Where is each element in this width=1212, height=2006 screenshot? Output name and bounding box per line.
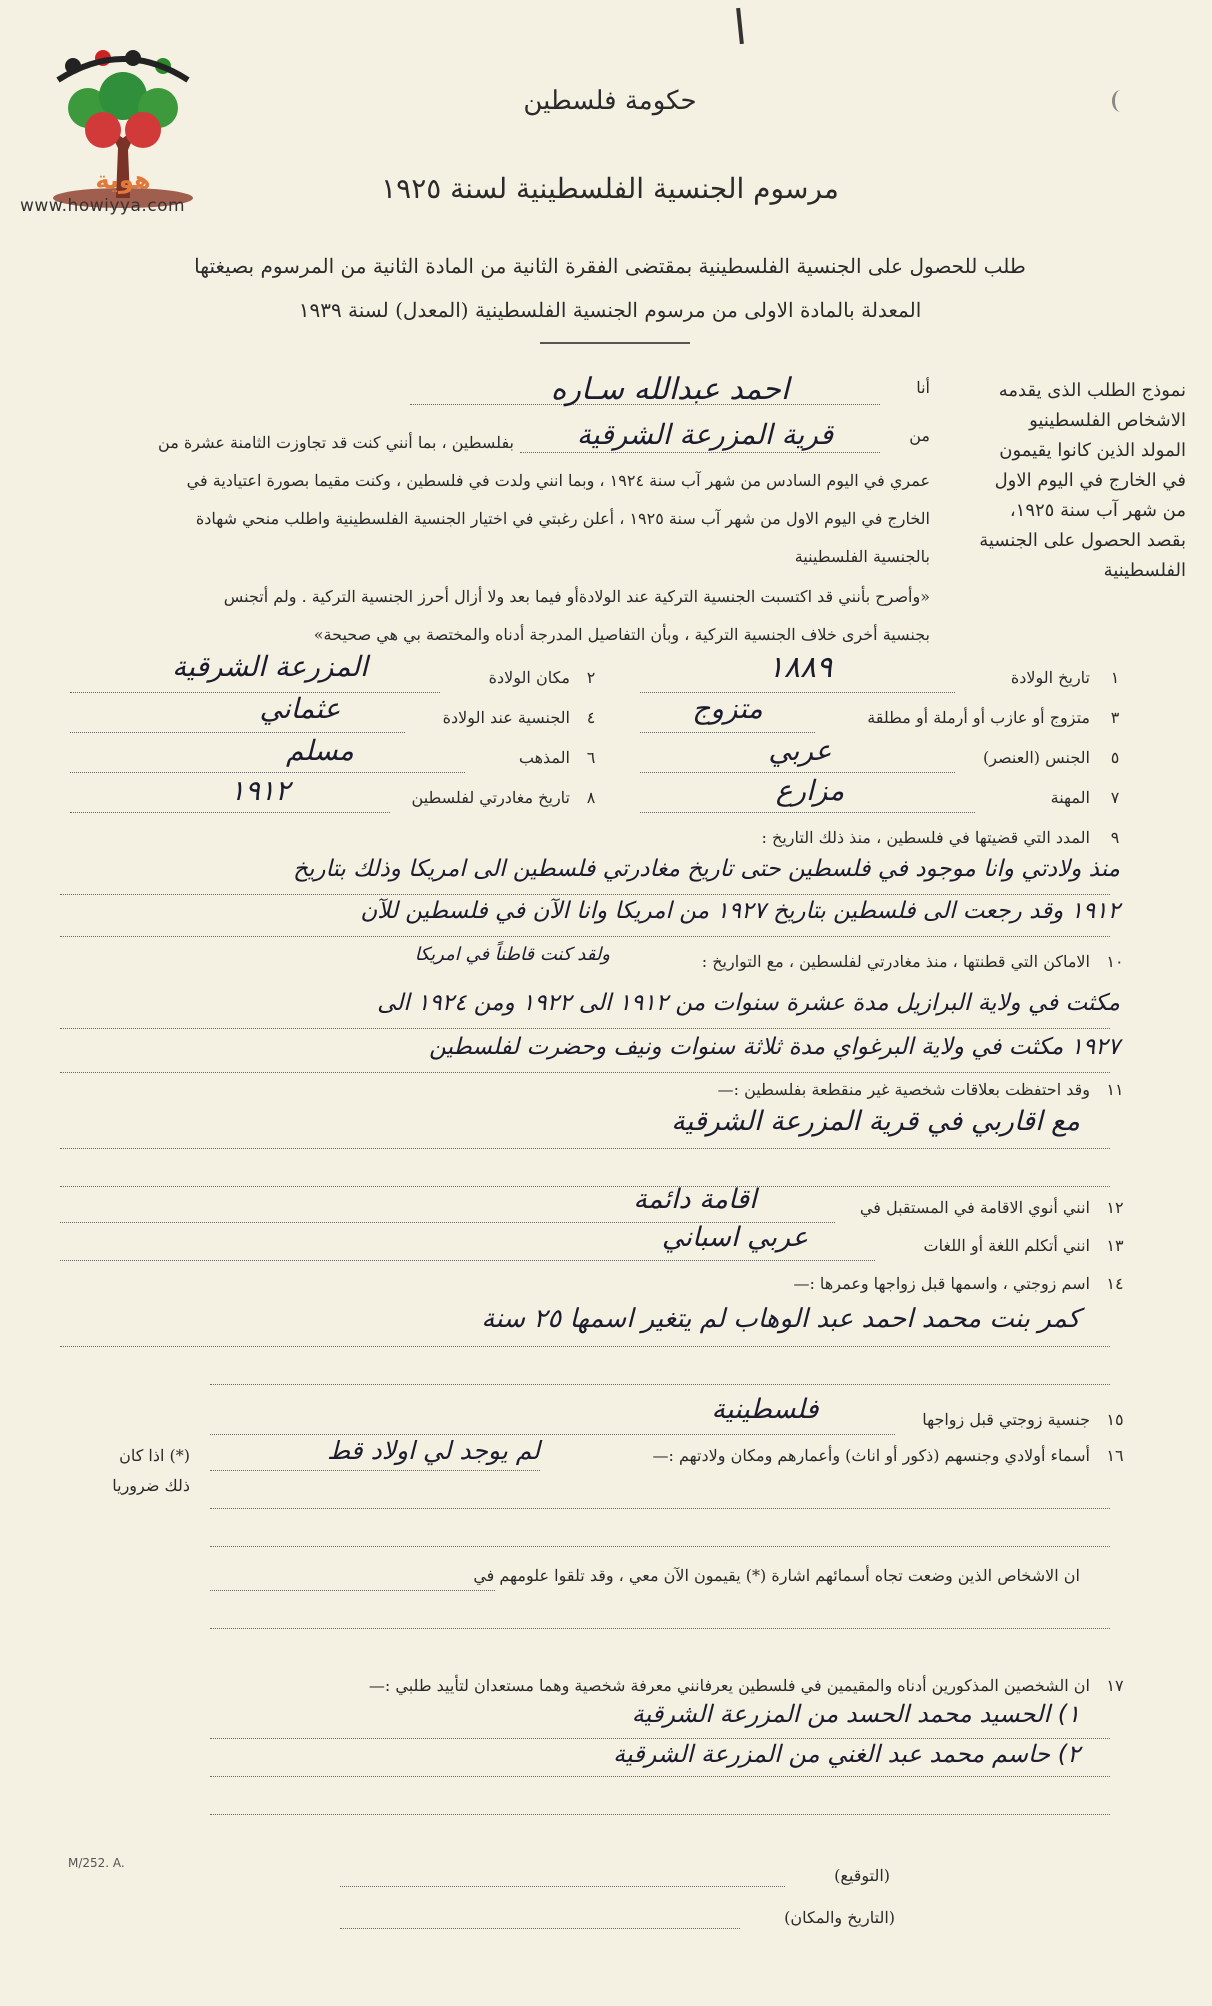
wife-nationality-value: فلسطينية — [711, 1394, 819, 1425]
residences-value-0: ولقد كنت قاطناً في امريكا — [414, 944, 610, 965]
field-number: ٦ — [586, 748, 596, 767]
languages-value: عربي اسباني — [661, 1222, 809, 1253]
relations-value: مع اقاربي في قرية المزرعة الشرقية — [671, 1106, 1080, 1137]
race-line — [640, 772, 955, 773]
oath-line-1: «وأصرح بأنني قد اكتسبت الجنسية التركية عند الولادةأو فيما بعد ولا أزال أحرز الجنسية التركية . ولم أتجنس — [223, 587, 930, 606]
intro-line-2: المعدلة بالمادة الاولى من مرسوم الجنسية الفلسطينية (المعدل) لسنة ١٩٣٩ — [298, 298, 922, 322]
residences-line — [60, 1028, 1110, 1029]
declaration-line-4: بالجنسية الفلسطينية — [794, 547, 930, 566]
side-note-line: نموذج الطلب الذى يقدمه — [998, 380, 1186, 401]
applicant-name: احمد عبدالله سـاره — [550, 372, 790, 407]
side-note-line: في الخارج في اليوم الاول — [994, 470, 1186, 491]
watermark-site: www.howiyya.com — [20, 196, 186, 216]
field-number: ١٥ — [1106, 1410, 1124, 1429]
reference-2: ٢) حاسم محمد عبد الغني من المزرعة الشرقية — [613, 1740, 1080, 1768]
religion-line — [70, 772, 465, 773]
field-number: ٨ — [586, 788, 596, 807]
oath-line-2: بجنسية أخرى خلاف الجنسية التركية ، وبأن التفاصيل المدرجة أدناه والمختصة بي هي صحيحة» — [313, 625, 930, 644]
birth-place-label: مكان الولادة — [488, 668, 570, 687]
departure-date-line — [70, 812, 390, 813]
periods-line — [60, 936, 1110, 937]
marital-status-line — [640, 732, 815, 733]
ana-label: أنا — [916, 378, 930, 397]
field-number: ٧ — [1110, 788, 1120, 807]
starred-line — [210, 1628, 1110, 1629]
applicant-village: قرية المزرعة الشرقية — [576, 418, 834, 451]
residences-label: الاماكن التي قطنتها ، منذ مغادرتي لفلسطين ، مع التواريخ : — [701, 952, 1090, 971]
side-note-line: بقصد الحصول على الجنسية — [979, 530, 1186, 551]
note-left-2: ذلك ضروريا — [112, 1476, 190, 1495]
starred-note: ان الاشخاص الذين وضعت تجاه أسمائهم اشارة (*) يقيمون الآن معي ، وقد تلقوا علومهم في — [473, 1566, 1080, 1585]
references-line — [210, 1814, 1110, 1815]
children-line — [210, 1546, 1110, 1547]
race-value: عربي — [768, 734, 832, 767]
field-number: ١٦ — [1106, 1446, 1124, 1465]
languages-label: انني أتكلم اللغة أو اللغات — [923, 1236, 1090, 1255]
departure-date-label: تاريخ مغادرتي لفلسطين — [411, 788, 570, 807]
residence-intent-value: اقامة دائمة — [633, 1184, 757, 1215]
field-number: ١٢ — [1106, 1198, 1124, 1217]
wife-label: اسم زوجتي ، واسمها قبل زواجها وعمرها :— — [793, 1274, 1090, 1293]
date-place-label: (التاريخ والمكان) — [784, 1908, 895, 1927]
field-number: ١٧ — [1106, 1676, 1124, 1695]
scan-mark — [736, 8, 744, 44]
occupation-line — [640, 812, 975, 813]
children-value: لم يوجد لي اولاد قط — [326, 1436, 540, 1465]
field-number: ١١ — [1106, 1080, 1124, 1099]
race-label: الجنس (العنصر) — [982, 748, 1090, 767]
field-number: ١ — [1110, 668, 1120, 687]
periods-value-1: منذ ولادتي وانا موجود في فلسطين حتى تاريخ مغادرتي فلسطين الى امريكا وذلك بتاريخ — [293, 856, 1120, 882]
children-label: أسماء أولادي وجنسهم (ذكور أو اناث) وأعمارهم ومكان ولادتهم :— — [652, 1446, 1090, 1465]
government-title: حكومة فلسطين — [523, 86, 697, 116]
references-label: ان الشخصين المذكورين أدناه والمقيمين في فلسطين يعرفانني معرفة شخصية وهما مستعدان لتأييد طلبي :— — [368, 1676, 1090, 1695]
logo-text: هوية — [95, 166, 151, 194]
wife-nationality-label: جنسية زوجتي قبل زواجها — [922, 1410, 1090, 1429]
periods-line — [60, 894, 1110, 895]
children-line — [210, 1508, 1110, 1509]
side-note-line: من شهر آب سنة ١٩٢٥، — [1009, 500, 1186, 521]
scan-hole — [1112, 90, 1129, 112]
wife-value: كمر بنت محمد احمد عبد الوهاب لم يتغير اسمها ٢٥ سنة — [481, 1304, 1080, 1334]
wife-nationality-line — [210, 1434, 895, 1435]
declaration-line-3: الخارج في اليوم الاول من شهر آب سنة ١٩٢٥ ، أعلن رغبتي في اختيار الجنسية الفلسطينية واطلب منحي شهادة — [195, 509, 930, 528]
signature-line — [340, 1886, 785, 1887]
relations-label: وقد احتفظت بعلاقات شخصية غير منقطعة بفلسطين :— — [717, 1080, 1090, 1099]
residences-value-1: مكثت في ولاية البرازيل مدة عشرة سنوات من ١٩١٢ الى ١٩٢٢ ومن ١٩٢٤ الى — [377, 990, 1120, 1016]
occupation-value: مزارع — [775, 774, 845, 807]
place-line — [520, 452, 880, 453]
residences-value-2: ١٩٢٧ مكثت في ولاية البرغواي مدة ثلاثة سنوات ونيف وحضرت لفلسطين — [429, 1034, 1120, 1060]
departure-date-value: ١٩١٢ — [229, 774, 291, 807]
field-number: ٢ — [586, 668, 596, 687]
field-number: ١٠ — [1106, 952, 1124, 971]
signature-label: (التوقيع) — [834, 1866, 890, 1885]
nationality-birth-line — [70, 732, 405, 733]
field-number: ٩ — [1110, 828, 1120, 847]
languages-line — [60, 1260, 875, 1261]
starred-line — [210, 1590, 495, 1591]
nationality-birth-label: الجنسية عند الولادة — [442, 708, 570, 727]
marital-status-value: متزوج — [692, 692, 763, 725]
residences-line — [60, 1072, 1110, 1073]
howiyya-logo-icon — [28, 38, 218, 218]
nationality-birth-value: عثماني — [259, 692, 341, 725]
wife-line — [210, 1384, 1110, 1385]
birth-place-value: المزرعة الشرقية — [172, 650, 368, 683]
periods-value-2: ١٩١٢ وقد رجعت الى فلسطين بتاريخ ١٩٢٧ من امريكا وانا الآن في فلسطين للآن — [360, 898, 1120, 924]
reference-1: ١) الحسيد محمد الحسد من المزرعة الشرقية — [631, 1700, 1080, 1728]
children-line — [210, 1470, 540, 1471]
side-note — [946, 376, 1186, 586]
residence-intent-label: انني أنوي الاقامة في المستقبل في — [859, 1198, 1090, 1217]
declaration-line-1: بفلسطين ، بما أنني كنت قد تجاوزت الثامنة عشرة من — [158, 433, 514, 452]
header-rule — [540, 342, 690, 344]
field-number: ٤ — [586, 708, 596, 727]
relations-line — [60, 1148, 1110, 1149]
references-line — [210, 1776, 1110, 1777]
birth-date-label: تاريخ الولادة — [1010, 668, 1090, 687]
decree-title: مرسوم الجنسية الفلسطينية لسنة ١٩٢٥ — [381, 172, 839, 205]
periods-label: المدد التي قضيتها في فلسطين ، منذ ذلك التاريخ : — [761, 828, 1090, 847]
occupation-label: المهنة — [1050, 788, 1090, 807]
form-code: M/252. A. — [68, 1856, 125, 1870]
intro-text — [150, 244, 1070, 332]
wife-line — [60, 1346, 1110, 1347]
intro-line-1: طلب للحصول على الجنسية الفلسطينية بمقتضى الفقرة الثانية من المادة الثانية من المرسوم بصيغتها — [194, 254, 1026, 278]
field-number: ١٣ — [1106, 1236, 1124, 1255]
side-note-line: المولد الذين كانوا يقيمون — [999, 440, 1186, 461]
field-number: ١٤ — [1106, 1274, 1124, 1293]
birth-date-value: ١٨٨٩ — [767, 650, 833, 685]
note-left-1: (*) اذا كان — [119, 1446, 190, 1465]
date-place-line — [340, 1928, 740, 1929]
field-number: ٣ — [1110, 708, 1120, 727]
field-number: ٥ — [1110, 748, 1120, 767]
side-note-line: الفلسطينية — [1103, 560, 1186, 581]
references-line — [210, 1738, 1110, 1739]
religion-value: مسلم — [286, 734, 354, 767]
from-label: من — [909, 426, 930, 445]
side-note-line: الاشخاص الفلسطينيو — [1029, 410, 1186, 431]
declaration-line-2: عمري في اليوم السادس من شهر آب سنة ١٩٢٤ ، وبما انني ولدت في فلسطين ، وكنت مقيما بصورة اعتيادية في — [186, 471, 930, 490]
marital-status-label: متزوج أو عازب أو أرملة أو مطلقة — [867, 708, 1090, 727]
religion-label: المذهب — [518, 748, 570, 767]
